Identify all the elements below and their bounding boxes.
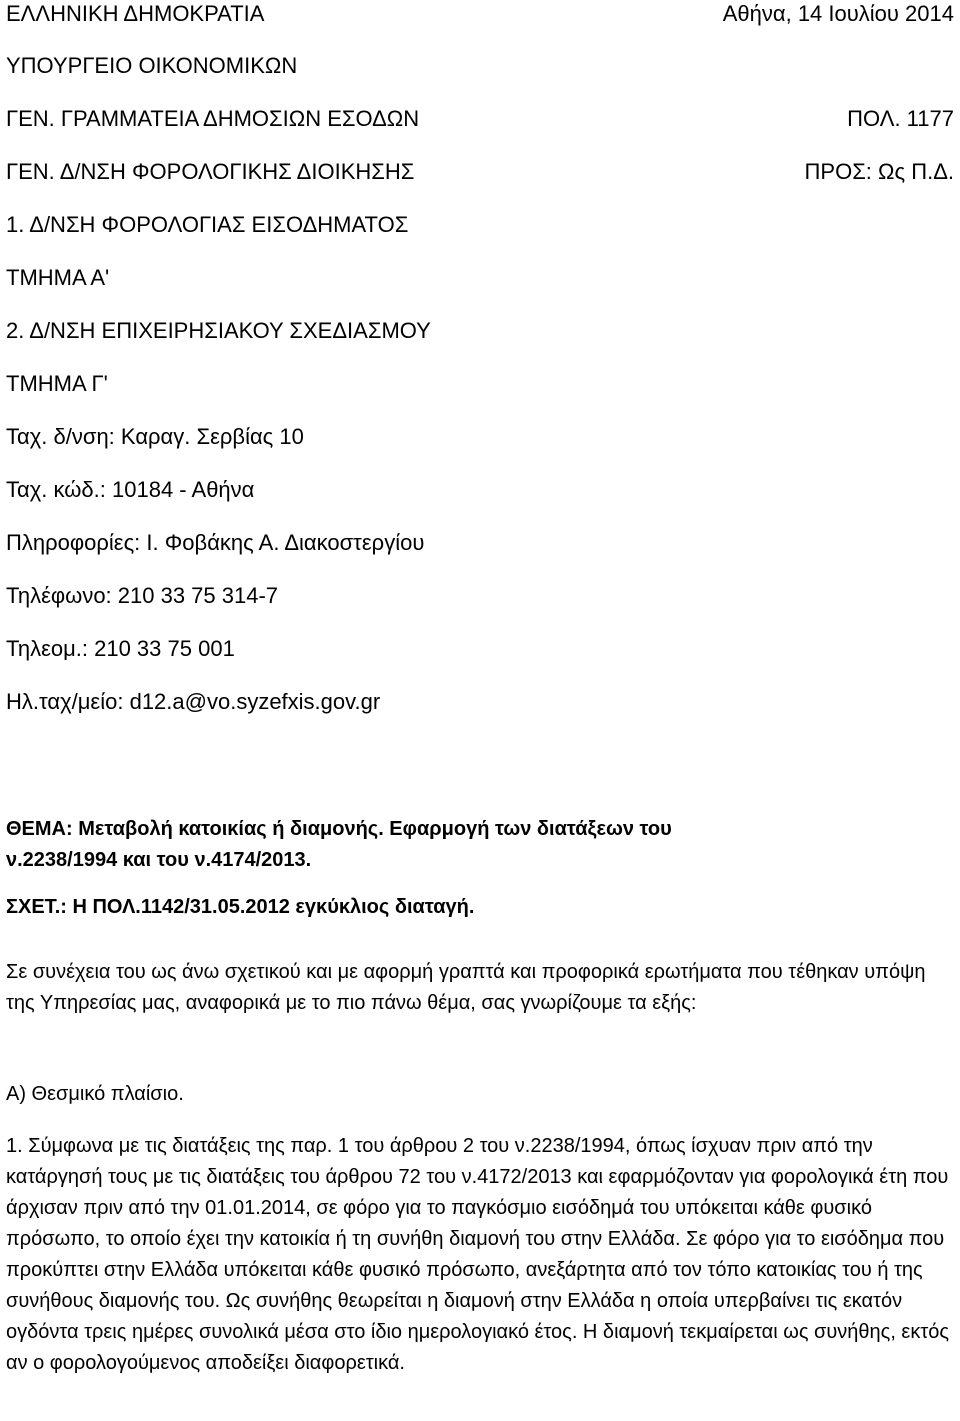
subject-line-1: ΘΕΜΑ: Μεταβολή κατοικίας ή διαμονής. Εφαρμογή των διατάξεων του [6,818,672,840]
header-line-dept-a: ΤΜΗΜΑ Α' [6,265,110,290]
header-line-info: Πληροφορίες: Ι. Φοβάκης Α. Διακοστεργίου [6,530,425,555]
protocol-number: ΠΟΛ. 1177 [847,106,954,131]
section-heading-a: Α) Θεσμικό πλαίσιο. [6,1083,184,1105]
recipient-line: ΠΡΟΣ: Ως Π.Δ. [804,159,954,184]
reference-line: ΣΧΕΤ.: Η ΠΟΛ.1142/31.05.2012 εγκύκλιος διαταγή. [6,896,475,918]
paragraph-1: 1. Σύμφωνα με τις διατάξεις της παρ. 1 του άρθρου 2 του ν.2238/1994, όπως ίσχυαν πριν από την κατάργησή τους με τις διατάξεις του άρθρου 72 του ν.4172/2013 και εφαρμόζονταν για φορολογικά έτη που άρχισαν πριν από την 01.01.2014, σε φόρο για το παγκόσμιο εισόδημά του υπόκειται κάθε φυσικό πρόσωπο, το οποίο έχει την κατοικία ή τη συνήθη διαμονή του στην Ελλάδα. Σε φόρο για το εισόδημα που προκύπτει στην Ελλάδα υπόκειται κάθε φυσικό πρόσωπο, ανεξάρτητα από τον τόπο κατοικίας του ή της συνήθους διαμονής του. Ως συνήθης θεωρείται η διαμονή στην Ελλάδα η οποία υπερβαίνει τις εκατόν ογδόντα τρεις ημέρες συνολικά μέσα στο ίδιο ημερολογιακό έτος. Η διαμονή τεκμαίρεται ως συνήθης, εκτός αν ο φορολογούμενος αποδείξει διαφορετικά. [6,1135,950,1374]
header-line-dir-1: 1. Δ/ΝΣΗ ΦΟΡΟΛΟΓΙΑΣ ΕΙΣΟΔΗΜΑΤΟΣ [6,212,409,237]
header-line-phone: Τηλέφωνο: 210 33 75 314-7 [6,583,279,608]
header-line-postcode: Ταχ. κώδ.: 10184 - Αθήνα [6,477,255,502]
header-line-address: Ταχ. δ/νση: Καραγ. Σερβίας 10 [6,424,304,449]
header-line-ministry: ΥΠΟΥΡΓΕΙΟ ΟΙΚΟΝΟΜΙΚΩΝ [6,53,298,78]
header-line-gen-dir: ΓΕΝ. Δ/ΝΣΗ ΦΟΡΟΛΟΓΙΚΗΣ ΔΙΟΙΚΗΣΗΣ [6,159,415,184]
header-line-email: Ηλ.ταχ/μείο: d12.a@vo.syzefxis.gov.gr [6,689,381,714]
header-line-secretariat: ΓΕΝ. ΓΡΑΜΜΑΤΕΙΑ ΔΗΜΟΣΙΩΝ ΕΣΟΔΩΝ [6,106,420,131]
subject-line-2: ν.2238/1994 και του ν.4174/2013. [6,849,312,871]
intro-paragraph: Σε συνέχεια του ως άνω σχετικού και με αφορμή γραπτά και προφορικά ερωτήματα που τέθηκαν υπόψη της Υπηρεσίας μας, αναφορικά με το πιο πάνω θέμα, σας γνωρίζουμε τα εξής: [6,961,926,1014]
header-line-country: ΕΛΛΗΝΙΚΗ ΔΗΜΟΚΡΑΤΙΑ [6,1,265,26]
document-date: Αθήνα, 14 Ιουλίου 2014 [722,1,954,26]
header-line-fax: Τηλεομ.: 210 33 75 001 [6,636,235,661]
header-line-dept-c: ΤΜΗΜΑ Γ' [6,371,108,396]
header-line-dir-2: 2. Δ/ΝΣΗ ΕΠΙΧΕΙΡΗΣΙΑΚΟΥ ΣΧΕΔΙΑΣΜΟΥ [6,318,431,343]
